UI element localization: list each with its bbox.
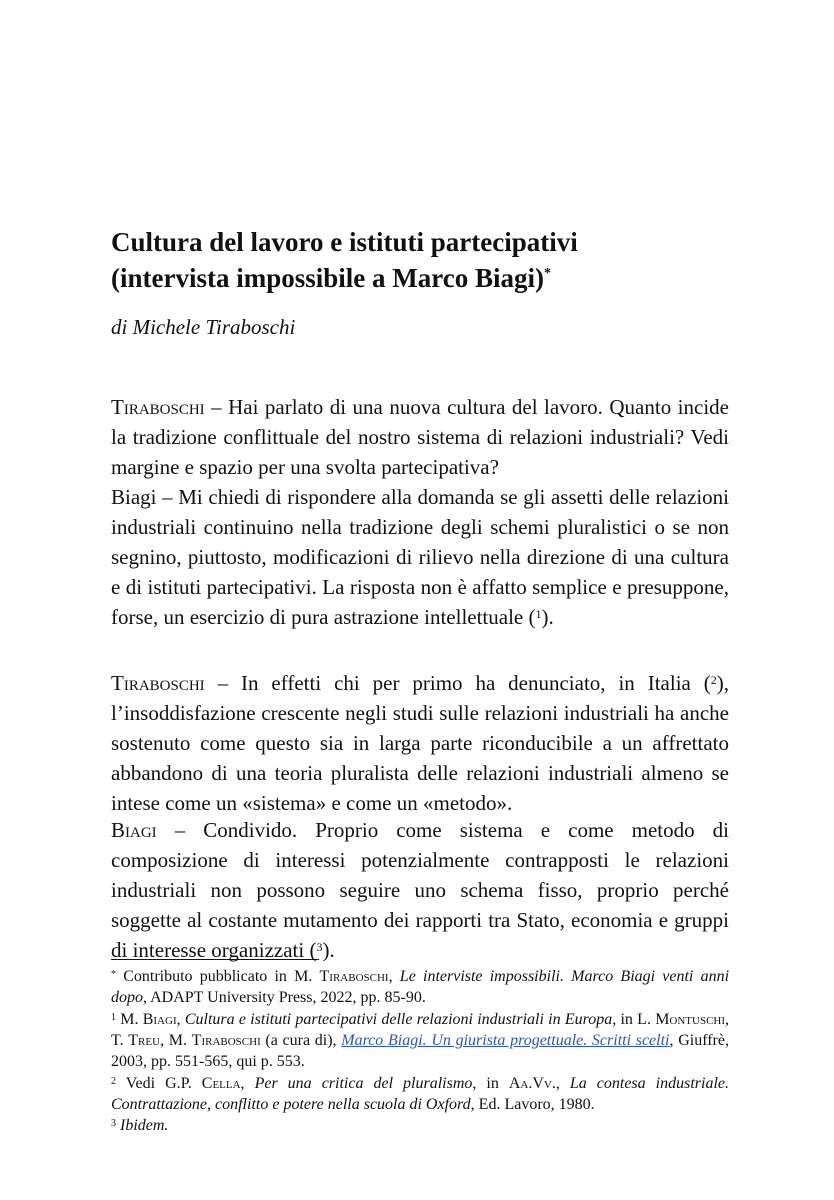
title-line-1: Cultura del lavoro e istituti partecipativi	[111, 227, 578, 257]
footnote-1	[111, 1009, 729, 1072]
title-line-2: (intervista impossibile a Marco Biagi)	[111, 263, 544, 293]
footnote-text: in L.	[616, 1011, 656, 1028]
footnote-3	[111, 1115, 729, 1136]
footnote-text: ,	[388, 968, 400, 985]
speaker-name: Biagi	[111, 485, 157, 509]
paragraph-text-end: ).	[322, 938, 335, 962]
footnote-text: Vedi G.P.	[116, 1075, 202, 1092]
footnote-divider	[111, 959, 319, 960]
footnote-text: , Ed. Lavoro, 1980.	[470, 1096, 595, 1113]
footnote-mark: 2	[111, 1076, 116, 1087]
speaker-name: Tiraboschi	[111, 395, 205, 419]
footnote-text: , in	[472, 1075, 509, 1092]
paragraph-text-end: ).	[541, 605, 554, 629]
footnote-reference[interactable]: 2	[710, 673, 717, 687]
footnote-work-title: Le interviste impossibili. Marco Biagi venti anni dopo	[111, 968, 730, 1006]
footnote-2	[111, 1073, 729, 1115]
footnote-mark: 3	[111, 1118, 116, 1129]
footnote-author: Tiraboschi	[191, 1032, 261, 1049]
paragraph-1	[111, 392, 729, 482]
footnote-text: , T.	[111, 1011, 730, 1049]
footnote-mark: 1	[111, 1012, 116, 1023]
footnote-star	[111, 966, 729, 1008]
footnote-text: Contributo pubblicato in M.	[116, 968, 320, 985]
footnote-author: Cella	[201, 1075, 241, 1092]
paragraph-text-end: ), l’insoddisfazione crescente negli studi sulle relazioni industriali ha anche sostenuto come questo sia in larga parte riconducibile a un affrettato abbandono di una teoria pluralista delle relazioni industriali almeno se intese come un «sistema» e come un «metodo».	[111, 671, 729, 815]
footnote-text: , Giuffrè, 2003, pp. 551-565, qui p. 553.	[111, 1032, 729, 1070]
footnote-text: ,	[176, 1011, 185, 1028]
book-link[interactable]: Marco Biagi. Un giurista progettuale. Scritti scelti	[341, 1032, 670, 1049]
footnote-text: , M.	[160, 1032, 192, 1049]
paragraph-text: – In effetti chi per primo ha denunciato, in Italia (	[204, 671, 711, 695]
footnote-reference[interactable]: 3	[316, 940, 323, 954]
paragraph-text: – Hai parlato di una nuova cultura del lavoro. Quanto incide la tradizione conflittuale del nostro sistema di relazioni industriali? Vedi margine e spazio per una svolta partecipativa?	[111, 395, 729, 479]
footnote-author: Aa.Vv.	[508, 1075, 556, 1092]
footnote-work-title: Per una critica del pluralismo	[254, 1075, 473, 1092]
footnote-text: , ADAPT University Press, 2022, pp. 85-90.	[143, 989, 426, 1006]
paragraph-4	[111, 815, 729, 965]
footnote-reference[interactable]: 1	[535, 607, 542, 621]
speaker-name: Tiraboschi	[111, 671, 205, 695]
footnote-mark: *	[111, 969, 116, 980]
author-byline: di Michele Tiraboschi	[111, 315, 296, 339]
paragraph-text: – Condivido. Proprio come sistema e come metodo di composizione di interessi potenzialmente contrapposti le relazioni industriali non possono seguire uno schema fisso, proprio perché soggette al costante mutamento dei rapporti tra Stato, economia e gruppi di interesse organizzati (	[111, 818, 729, 962]
footnote-work-title: Cultura e istituti partecipativi delle relazioni industriali in Europa,	[184, 1011, 617, 1028]
footnote-work-title: Ibidem.	[120, 1117, 169, 1134]
paragraph-3	[111, 668, 729, 818]
footnote-author: Biagi	[142, 1011, 177, 1028]
title-footnote-mark: *	[543, 266, 551, 281]
footnote-author: Treu	[128, 1032, 161, 1049]
paragraph-text: – Mi chiedi di rispondere alla domanda se gli assetti delle relazioni industriali continuino nella tradizione degli schemi pluralistici o se non segnino, piuttosto, modificazioni di rilievo nella direzione di una cultura e di istituti partecipativi. La risposta non è affatto semplice e presuppone, forse, un esercizio di pura astrazione intellettuale (	[111, 485, 729, 629]
footnote-text: M.	[116, 1011, 143, 1028]
article-title	[111, 224, 751, 296]
paragraph-2	[111, 482, 729, 632]
footnote-author: Tiraboschi	[319, 968, 389, 985]
speaker-name: Biagi	[111, 818, 157, 842]
footnote-text: ,	[555, 1075, 570, 1092]
footnote-text: ,	[240, 1075, 255, 1092]
footnote-work-title: La contesa industriale. Contrattazione, conflitto e potere nella scuola di Oxford	[111, 1075, 730, 1113]
footnote-author: Montuschi	[655, 1011, 726, 1028]
footnote-text: (a cura di),	[260, 1032, 342, 1049]
